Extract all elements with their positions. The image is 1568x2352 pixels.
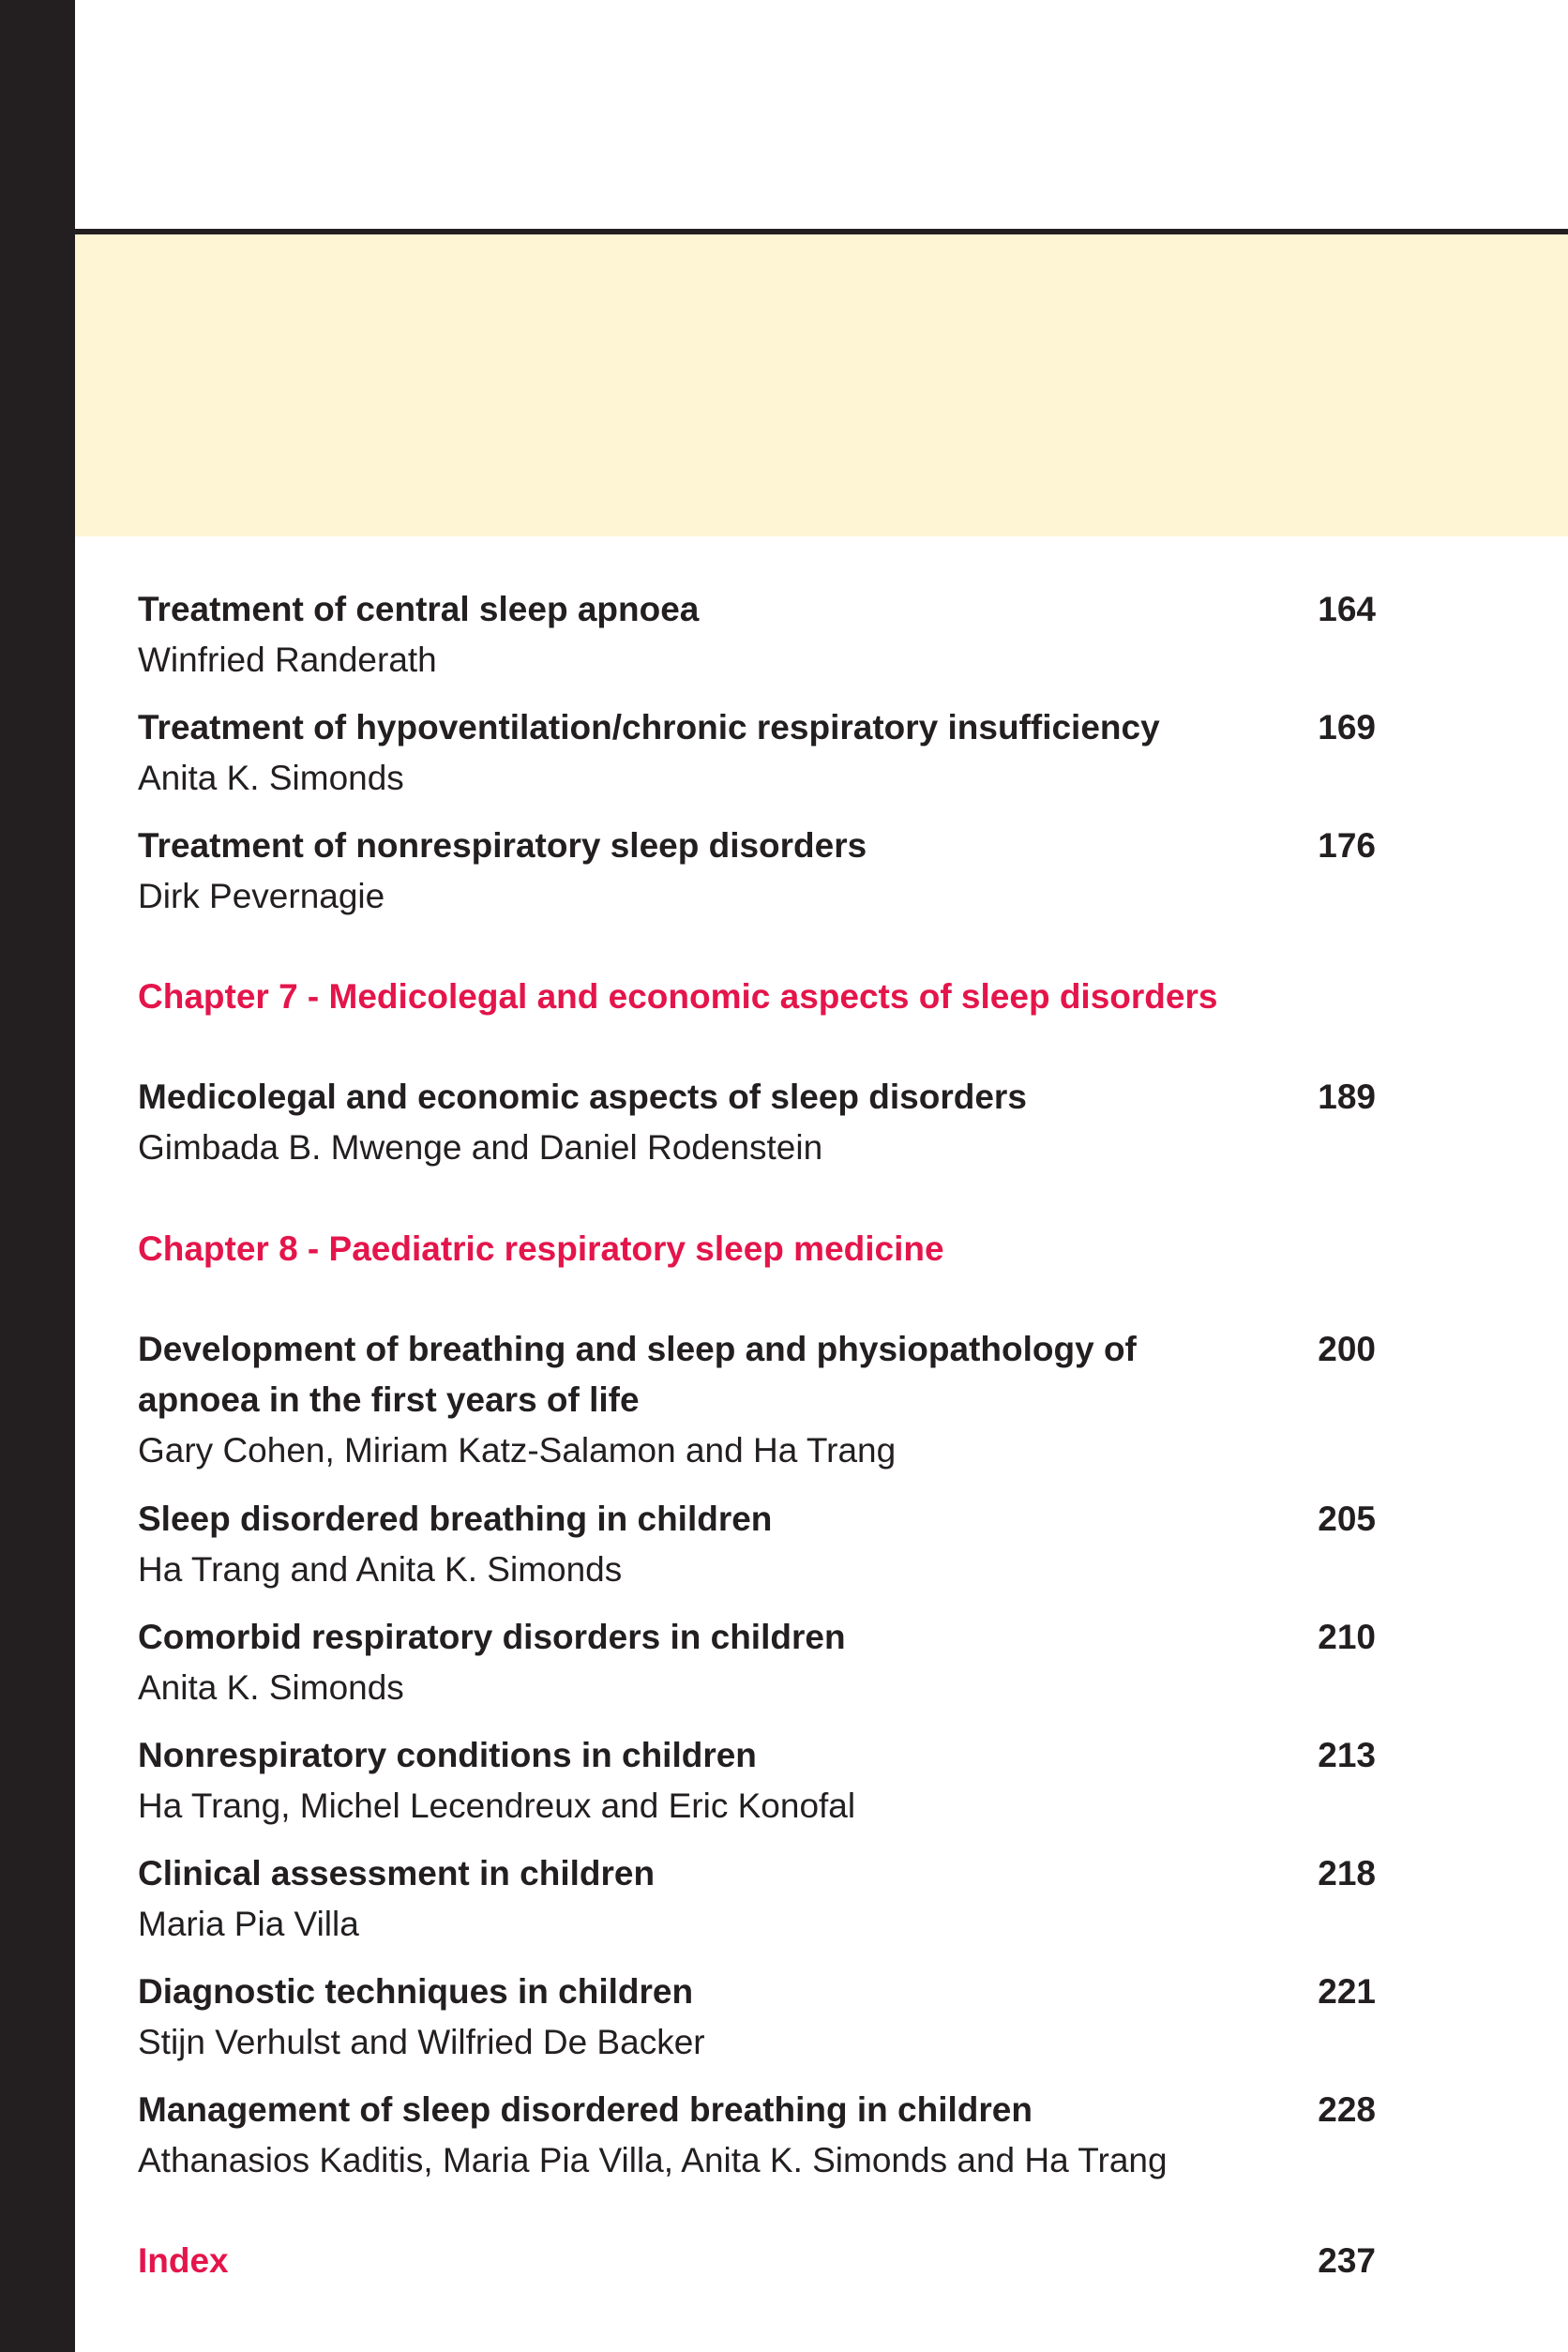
entry-title: Development of breathing and sleep and physiopathology of apnoea in the first years of life: [138, 1330, 1137, 1419]
entry-page-number: 189: [1318, 1078, 1376, 1116]
entry-authors: Ha Trang and Anita K. Simonds: [138, 1550, 623, 1589]
toc-entry[interactable]: [138, 1494, 1376, 1595]
entry-title: Treatment of nonrespiratory sleep disorders: [138, 826, 867, 865]
header-band: [75, 234, 1568, 536]
toc-entry[interactable]: [138, 584, 1376, 686]
toc-entry[interactable]: [138, 1967, 1376, 2068]
entry-page-number: 221: [1318, 1972, 1376, 2011]
entry-page-number: 228: [1318, 2090, 1376, 2129]
entry-authors: Anita K. Simonds: [138, 1668, 404, 1707]
entry-page-number: 210: [1318, 1618, 1376, 1656]
entry-title: Clinical assessment in children: [138, 1854, 656, 1892]
entry-title: Nonrespiratory conditions in children: [138, 1736, 757, 1774]
entry-authors: Gimbada B. Mwenge and Daniel Rodenstein: [138, 1128, 823, 1167]
entry-authors: Dirk Pevernagie: [138, 877, 385, 915]
entry-page-number: 213: [1318, 1736, 1376, 1774]
index-page-number: 237: [1318, 2241, 1376, 2280]
index-heading[interactable]: Index: [138, 2241, 229, 2280]
toc-entry[interactable]: [138, 1324, 1376, 1476]
entry-page-number: 200: [1318, 1330, 1376, 1368]
entry-authors: Winfried Randerath: [138, 641, 437, 679]
chapter-7-heading[interactable]: Chapter 7 - Medicolegal and economic aspects of sleep disorders: [138, 977, 1218, 1016]
chapter-8-heading[interactable]: Chapter 8 - Paediatric respiratory sleep medicine: [138, 1229, 944, 1268]
toc-entry[interactable]: [138, 2085, 1376, 2186]
entry-page-number: 176: [1318, 826, 1376, 865]
entry-page-number: 169: [1318, 708, 1376, 746]
entry-page-number: 164: [1318, 590, 1376, 628]
entry-authors: Gary Cohen, Miriam Katz-Salamon and Ha Trang: [138, 1431, 897, 1470]
entry-title: Diagnostic techniques in children: [138, 1972, 694, 2011]
entry-title: Medicolegal and economic aspects of sleep disorders: [138, 1078, 1027, 1116]
toc-entry[interactable]: [138, 1612, 1376, 1713]
toc-entry[interactable]: [138, 1730, 1376, 1832]
entry-authors: Anita K. Simonds: [138, 759, 404, 797]
entry-authors: Ha Trang, Michel Lecendreux and Eric Konofal: [138, 1787, 856, 1825]
entry-title: Management of sleep disordered breathing in children: [138, 2090, 1033, 2129]
entry-authors: Maria Pia Villa: [138, 1905, 359, 1943]
toc-entry[interactable]: [138, 1072, 1376, 1173]
entry-authors: Athanasios Kaditis, Maria Pia Villa, Anita K. Simonds and Ha Trang: [138, 2141, 1168, 2179]
toc-entry[interactable]: [138, 1848, 1376, 1950]
entry-page-number: 205: [1318, 1500, 1376, 1538]
toc-entry[interactable]: [138, 821, 1376, 922]
entry-title: Comorbid respiratory disorders in children: [138, 1618, 846, 1656]
entry-authors: Stijn Verhulst and Wilfried De Backer: [138, 2023, 705, 2061]
entry-page-number: 218: [1318, 1854, 1376, 1892]
entry-title: Sleep disordered breathing in children: [138, 1500, 773, 1538]
entry-title: Treatment of hypoventilation/chronic respiratory insufficiency: [138, 708, 1160, 746]
book-spine-bar: [0, 0, 75, 2352]
toc-entry[interactable]: [138, 702, 1376, 804]
entry-title: Treatment of central sleep apnoea: [138, 590, 700, 628]
